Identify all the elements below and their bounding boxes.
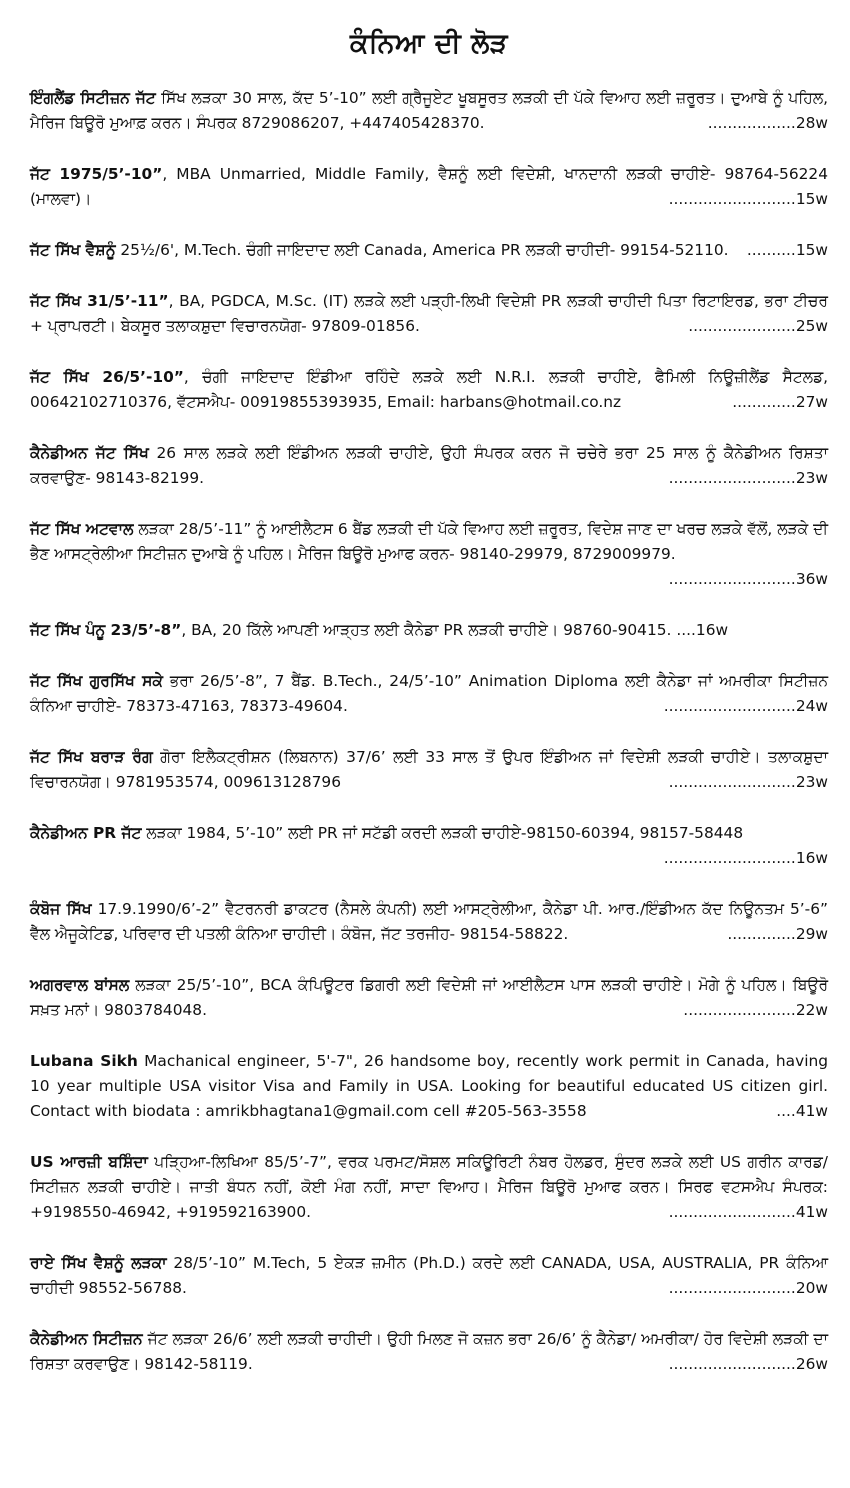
ad-code: 36w <box>795 570 828 588</box>
ad-text: 26 ਸਾਲ ਲੜਕੇ ਲਈ ਇੰਡੀਅਨ ਲੜਕੀ ਚਾਹੀਏ, ਉਹੀ ਸੰਪਰਕ ਕਰਨ ਜੋ ਚਚੇਰੇ ਭਰਾ 25 ਸਾਲ ਨੂੰ ਕੈਨੇਡੀਅਨ ਰਿਸ਼ਤਾ ਕਰਵਾਉਣ- 98143-82199. <box>30 444 829 487</box>
ad-lead: ਜੱਟ ਸਿੱਖ ਗੁਰਸਿੱਖ ਸਕੇ <box>30 672 163 690</box>
ad-leader-dots: .......................... <box>668 469 796 487</box>
ad-leader-dots: .......................... <box>668 1279 796 1297</box>
ad-lead: ਅਗਰਵਾਲ ਬਾਂਸਲ <box>30 976 130 994</box>
ad-text: Machanical engineer, 5'-7", 26 handsome boy, recently work permit in Canada, having 10 year multiple USA visitor Visa and Family in USA. Looking for beautiful educated US citizen girl. Contact with biodata : amrikbhagtana1@gmail.com cell #205-563-3558 <box>30 1052 828 1120</box>
ad-code: 26w <box>795 1355 828 1373</box>
ad-lead: ਜੱਟ ਸਿੱਖ ਵੈਸ਼ਨੂੰ <box>30 241 116 259</box>
ad-entry <box>30 365 828 415</box>
ad-lead: US ਆਰਜ਼ੀ ਬਸ਼ਿੰਦਾ <box>30 1153 148 1171</box>
ad-leader-dots: .................. <box>707 114 796 132</box>
ad-code-group <box>664 846 828 871</box>
ad-leader-dots: .......................... <box>668 190 796 208</box>
ad-leader-dots: .......................... <box>668 570 796 588</box>
ad-entry <box>30 669 828 719</box>
ad-code-group <box>669 187 828 212</box>
ad-entry <box>30 162 828 212</box>
ad-leader-dots: ............. <box>732 393 796 411</box>
ad-leader-dots: .......................... <box>668 1355 796 1373</box>
ad-entry <box>30 973 828 1023</box>
ad-entry <box>30 897 828 947</box>
ad-code: 41w <box>795 1102 828 1120</box>
ad-code: 15w <box>795 190 828 208</box>
ad-leader-dots: ....................... <box>683 1001 796 1019</box>
ad-entry <box>30 1049 828 1124</box>
ad-code-group <box>688 314 828 339</box>
ad-text: , BA, 20 ਕਿੱਲੇ ਆਪਣੀ ਆੜ੍ਹਤ ਲਈ ਕੈਨੇਡਾ PR ਲੜਕੀ ਚਾਹੀਏ। 98760-90415. ....16w <box>181 621 729 639</box>
ad-code: 24w <box>795 697 828 715</box>
ad-code-group <box>776 1099 828 1124</box>
ad-lead: ਜੱਟ 1975/5’-10” <box>30 165 163 183</box>
ad-code-group <box>669 567 828 592</box>
ad-entry <box>30 1327 828 1377</box>
ad-code: 16w <box>795 849 828 867</box>
ad-entry <box>30 745 828 795</box>
ad-lead: ਕੰਬੋਜ ਸਿੱਖ <box>30 900 92 918</box>
ad-code: 27w <box>795 393 828 411</box>
ad-text: 17.9.1990/6’-2” ਵੈਟਰਨਰੀ ਡਾਕਟਰ (ਨੈਸਲੇ ਕੰਪਨੀ) ਲਈ ਆਸਟ੍ਰੇਲੀਆ, ਕੈਨੇਡਾ ਪੀ. ਆਰ./ਇੰਡੀਅਨ ਕੱਦ ਨਿਊਨਤਮ 5’-6” ਵੈੱਲ ਐਜੂਕੇਟਿਡ, ਪਰਿਵਾਰ ਦੀ ਪਤਲੀ ਕੰਨਿਆ ਚਾਹੀਦੀ। ਕੰਬੋਜ, ਜੱਟ ਤਰਜੀਹ- 98154-58822. <box>30 900 828 943</box>
ad-code-group <box>669 1200 828 1225</box>
ad-entry <box>30 517 828 592</box>
ad-text: ਲੜਕਾ 28/5’-11” ਨੂੰ ਆਈਲੈਟਸ 6 ਬੈਂਡ ਲੜਕੀ ਦੀ ਪੱਕੇ ਵਿਆਹ ਲਈ ਜ਼ਰੂਰਤ, ਵਿਦੇਸ਼ ਜਾਣ ਦਾ ਖਰਚ ਲੜਕੇ ਵੱਲੋਂ, ਲੜਕੇ ਦੀ ਭੈਣ ਆਸਟ੍ਰੇਲੀਆ ਸਿਟੀਜ਼ਨ ਦੁਆਬੇ ਨੂੰ ਪਹਿਲ। ਮੈਰਿਜ ਬਿਊਰੋ ਮੁਆਫ ਕਰਨ- 98140-29979, 8729009979. <box>30 520 828 563</box>
ad-entry <box>30 441 828 491</box>
ad-text: 28/5’-10” M.Tech, 5 ਏਕੜ ਜ਼ਮੀਨ (Ph.D.) ਕਰਦੇ ਲਈ CANADA, USA, AUSTRALIA, PR ਕੰਨਿਆ ਚਾਹੀਦੀ 98552-56788. <box>30 1254 828 1297</box>
ad-leader-dots: .......................... <box>668 1203 796 1221</box>
ad-lead: ਕੈਨੇਡੀਅਨ PR ਜੱਟ <box>30 824 142 842</box>
ad-leader-dots: .... <box>776 1102 796 1120</box>
ad-text: , ਚੰਗੀ ਜਾਇਦਾਦ ਇੰਡੀਆ ਰਹਿੰਦੇ ਲੜਕੇ ਲਈ N.R.I. ਲੜਕੀ ਚਾਹੀਏ, ਫੈਮਿਲੀ ਨਿਊਜ਼ੀਲੈਂਡ ਸੈਟਲਡ, 00642102710376, ਵੱਟਸਐਪ- 00919855393935, Email: harbans@hotmail.co.nz <box>30 368 828 411</box>
ad-text: , BA, PGDCA, M.Sc. (IT) ਲੜਕੇ ਲਈ ਪੜ੍ਹੀ-ਲਿਖੀ ਵਿਦੇਸ਼ੀ PR ਲੜਕੀ ਚਾਹੀਦੀ ਪਿਤਾ ਰਿਟਾਇਰਡ, ਭਰਾ ਟੀਚਰ + ਪ੍ਰਾਪਰਟੀ। ਬੇਕਸੂਰ ਤਲਾਕਸ਼ੁਦਾ ਵਿਚਾਰਨਯੋਗ- 97809-01856. <box>30 292 828 335</box>
ad-code-group <box>732 390 828 415</box>
ad-code-group <box>669 1276 828 1301</box>
ad-leader-dots: ...................... <box>688 317 796 335</box>
ad-lead: ਕੈਨੇਡੀਅਨ ਜੱਟ ਸਿੱਖ <box>30 444 149 462</box>
ad-leader-dots: .............. <box>727 925 796 943</box>
ad-text: 25½/6', M.Tech. ਚੰਗੀ ਜਾਇਦਾਦ ਲਈ Canada, America PR ਲੜਕੀ ਚਾਹੀਦੀ- 99154-52110. <box>115 241 729 259</box>
ad-text: ਭਰਾ 26/5’-8”, 7 ਬੈਂਡ. B.Tech., 24/5’-10” Animation Diploma ਲਈ ਕੈਨੇਡਾ ਜਾਂ ਅਮਰੀਕਾ ਸਿਟੀਜ਼ਨ ਕੰਨਿਆ ਚਾਹੀਏ- 78373-47163, 78373-49604. <box>30 672 828 715</box>
ad-text: ਪੜ੍ਹਿਆ-ਲਿਖਿਆ 85/5’-7”, ਵਰਕ ਪਰਮਟ/ਸੋਸ਼ਲ ਸਕਿਊਰਿਟੀ ਨੰਬਰ ਹੋਲਡਰ, ਸੁੰਦਰ ਲੜਕੇ ਲਈ US ਗਰੀਨ ਕਾਰਡ/ਸਿਟੀਜ਼ਨ ਲੜਕੀ ਚਾਹੀਏ। ਜਾਤੀ ਬੰਧਨ ਨਹੀਂ, ਕੋਈ ਮੰਗ ਨਹੀਂ, ਸਾਦਾ ਵਿਆਹ। ਮੈਰਿਜ ਬਿਊਰੋ ਮੁਆਫ ਕਰਨ। ਸਿਰਫ ਵਟਸਐਪ ਸੰਪਰਕ: +9198550-46942, +919592163900. <box>30 1153 828 1221</box>
ad-code: 29w <box>795 925 828 943</box>
ad-code-group <box>664 694 828 719</box>
ad-code-group <box>669 770 828 795</box>
ad-text: ਜੱਟ ਲੜਕਾ 26/6’ ਲਈ ਲੜਕੀ ਚਾਹੀਦੀ। ਉਹੀ ਮਿਲਣ ਜੋ ਕਜ਼ਨ ਭਰਾ 26/6’ ਨੂੰ ਕੈਨੇਡਾ/ ਅਮਰੀਕਾ/ ਹੋਰ ਵਿਦੇਸ਼ੀ ਲੜਕੀ ਦਾ ਰਿਸ਼ਤਾ ਕਰਵਾਉਣ। 98142-58119. <box>30 1330 828 1373</box>
ad-entry <box>30 1150 828 1225</box>
ad-entry <box>30 618 828 643</box>
ad-code: 25w <box>795 317 828 335</box>
ad-entry <box>30 289 828 339</box>
ad-entry <box>30 238 828 263</box>
ad-code-group <box>708 111 828 136</box>
ad-leader-dots: .......................... <box>668 773 796 791</box>
ad-code-group <box>683 998 828 1023</box>
ad-code: 23w <box>795 469 828 487</box>
ad-code-group <box>669 1352 828 1377</box>
ad-lead: ਜੱਟ ਸਿੱਖ 26/5’-10” <box>30 368 184 386</box>
ad-entry <box>30 86 828 136</box>
ad-code: 20w <box>795 1279 828 1297</box>
ad-list <box>30 86 828 1377</box>
ad-lead: ਇੰਗਲੈਂਡ ਸਿਟੀਜ਼ਨ ਜੱਟ <box>30 89 156 107</box>
page-title: ਕੰਨਿਆ ਦੀ ਲੋੜ <box>349 28 509 59</box>
ad-text: ਲੜਕਾ 25/5’-10”, BCA ਕੰਪਿਊਟਰ ਡਿਗਰੀ ਲਈ ਵਿਦੇਸ਼ੀ ਜਾਂ ਆਈਲੈਟਸ ਪਾਸ ਲੜਕੀ ਚਾਹੀਏ। ਮੋਗੇ ਨੂੰ ਪਹਿਲ। ਬਿਊਰੋ ਸਖ਼ਤ ਮਨਾਂ। 9803784048. <box>30 976 828 1019</box>
ad-code: 22w <box>795 1001 828 1019</box>
ad-text: , MBA Unmarried, Middle Family, ਵੈਸ਼ਨੂੰ ਲਈ ਵਿਦੇਸ਼ੀ, ਖਾਨਦਾਨੀ ਲੜਕੀ ਚਾਹੀਏ- 98764-56224 (ਮਾਲਵਾ)। <box>30 165 828 208</box>
ad-code: 23w <box>795 773 828 791</box>
ad-lead: ਜੱਟ ਸਿੱਖ ਬਰਾੜ ਰੰਗ <box>30 748 153 766</box>
ad-leader-dots: ........................... <box>663 697 796 715</box>
ad-lead: ਜੱਟ ਸਿੱਖ ਪੰਨੂ 23/5’-8” <box>30 621 182 639</box>
ad-entry <box>30 1251 828 1301</box>
ad-leader-dots: ........................... <box>663 849 796 867</box>
ad-lead: ਜੱਟ ਸਿੱਖ ਅਟਵਾਲ <box>30 520 134 538</box>
ad-lead: ਕੈਨੇਡੀਅਨ ਸਿਟੀਜ਼ਨ <box>30 1330 143 1348</box>
ad-text: ਸਿੱਖ ਲੜਕਾ 30 ਸਾਲ, ਕੱਦ 5’-10” ਲਈ ਗ੍ਰੈਜੂਏਟ ਖੂਬਸੂਰਤ ਲੜਕੀ ਦੀ ਪੱਕੇ ਵਿਆਹ ਲਈ ਜ਼ਰੂਰਤ। ਦੁਆਬੇ ਨੂੰ ਪਹਿਲ, ਮੈਰਿਜ ਬਿਊਰੋ ਮੁਆਫ਼ ਕਰਨ। ਸੰਪਰਕ 8729086207, +447405428370. <box>30 89 829 132</box>
ad-text: ਗੋਰਾ ਇਲੈਕਟ੍ਰੀਸ਼ਨ (ਲਿਬਨਾਨ) 37/6’ ਲਈ 33 ਸਾਲ ਤੋਂ ਉਪਰ ਇੰਡੀਅਨ ਜਾਂ ਵਿਦੇਸ਼ੀ ਲੜਕੀ ਚਾਹੀਏ। ਤਲਾਕਸ਼ੁਦਾ ਵਿਚਾਰਨਯੋਗ। 9781953574, 009613128796 <box>30 748 828 791</box>
ad-lead: Lubana Sikh <box>30 1052 138 1070</box>
ad-lead: ਜੱਟ ਸਿੱਖ 31/5’-11” <box>30 292 169 310</box>
ad-code-group <box>669 466 828 491</box>
ad-code: 28w <box>795 114 828 132</box>
ad-code: 41w <box>795 1203 828 1221</box>
ad-entry <box>30 821 828 871</box>
ad-code-group <box>727 922 828 947</box>
ad-text: ਲੜਕਾ 1984, 5’-10” ਲਈ PR ਜਾਂ ਸਟੱਡੀ ਕਰਦੀ ਲੜਕੀ ਚਾਹੀਏ-98150-60394, 98157-58448 <box>141 824 744 842</box>
ad-lead: ਰਾਏ ਸਿੱਖ ਵੈਸ਼ਨੂੰ ਲੜਕਾ <box>30 1254 167 1272</box>
ad-code-group <box>747 238 828 263</box>
ad-code: ..........15w <box>746 241 828 259</box>
